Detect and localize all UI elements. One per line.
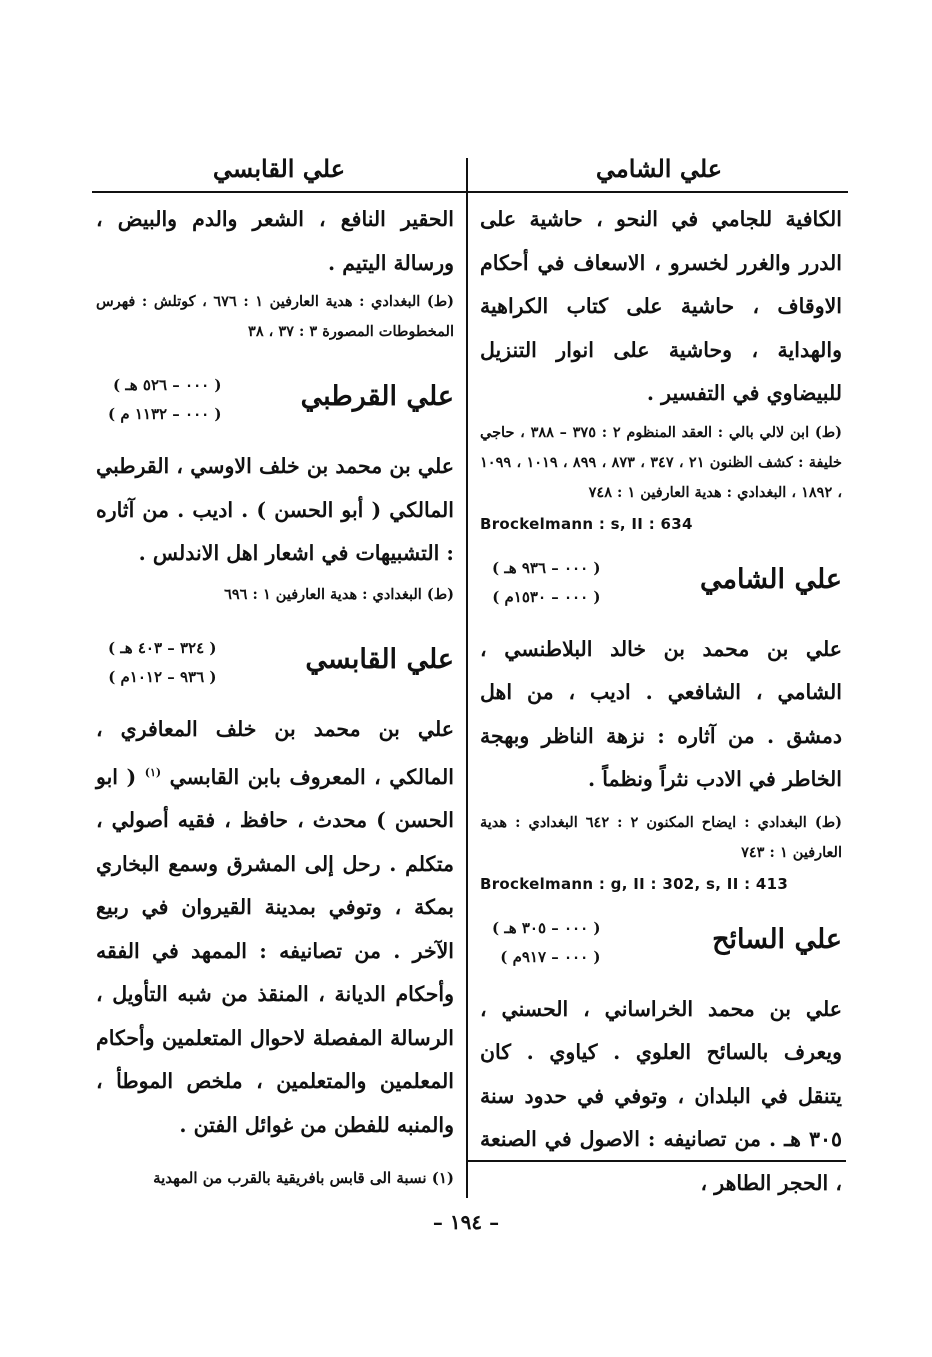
entry-name: علي الشامي [700,563,842,595]
entry-heading-al-saih [480,912,842,982]
entry-dates-hijri: ( ٣٢٤ – ٤٠٣ هـ ) [108,638,217,657]
entry-dates-hijri: ( ٠٠٠ – ٩٣٦ هـ ) [492,558,601,577]
right-paragraph-2: علي بن محمد بن خالد البلاطنسي ، الشامي ، الشافعي . اديب ، من اهل دمشق . من آثاره : نزهة الناظر وبهجة الخاطر في الادب نثراً ونظماً . [480,636,842,791]
right-latin-reference-1: Brockelmann : s, II : 634 [480,514,693,533]
entry-dates-hijri: ( ٠٠٠ – ٣٠٥ هـ ) [492,918,601,937]
entry-heading-al-qabisi [96,632,454,702]
entry-heading-al-qurtubi [96,369,454,439]
right-running-header: علي الشامي [595,154,723,183]
right-latin-reference-2: Brockelmann : g, II : 302, s, II : 413 [480,874,789,893]
entry-dates [492,914,600,972]
entry-heading-al-shami [480,552,842,622]
entry-name: علي القرطبي [300,381,454,412]
entry-dates-gregorian: ( ٩٣٦ – ١٠١٢م ) [108,667,217,686]
left-references-1: (ط) البغدادي : هدية العارفين ١ : ٦٧٦ ، كوتلش : فهرس المخطوطات المصورة ٣ : ٣٧ ، ٣٨ [96,293,454,340]
entry-dates-gregorian: ( ٠٠٠ – ١٥٣٠م ) [492,587,601,606]
footnote-rule [468,1160,846,1162]
right-column [480,198,842,1205]
page-number: – ١٩٤ – [432,1210,500,1234]
column-divider [466,158,468,1198]
entry-name: علي السائح [712,923,842,955]
left-column [96,198,454,1147]
left-paragraph-3-part-b: ( ابو الحسن ) محدث ، حافظ ، فقيه أصولي ، متكلم . رحل إلى المشرق وسمع البخاري بمكة ، وتوفي بمدينة القيروان في ربيع الآخر . من تصانيفه : الممهد في الفقه وأحكام الديانة ، المنقذ من شبه التأويل ، الرسالة المفصلة لاحوال المتعلمين وأحكام المعلمين والمتعلمين ، ملخص الموطأ ، والمنبه للفطن من غوائل الفتن . [96,764,454,1137]
right-paragraph-1: الكافية للجامي في النحو ، حاشية على الدرر والغرر لخسرو ، الاسعاف في أحكام الاوقاف ، حاشية على كتاب الكراهية والهداية ، وحاشية على انوار التنزيل للبيضاوي في التفسير . [480,207,842,405]
entry-dates [108,634,216,692]
left-paragraph-1: الحقير النافع ، الشعر والدم والبيض ، ورسالة اليتيم . [96,207,454,275]
left-references-2: (ط) البغدادي : هدية العارفين ١ : ٦٩٦ [224,585,454,603]
entry-dates-hijri: ( ٠٠٠ – ٥٢٦ هـ ) [113,376,222,394]
footnote-marker: (١) [144,766,162,779]
right-paragraph-3: علي بن محمد الخراساني ، الحسني ، ويعرف بالسائح العلوي . كياوي . كان يتنقل في البلدان ، وتوفي في حدود سنة ٣٠٥ هـ . من تصانيفه : الاصول في الصنعة ، الحجر الطاهر ، [480,996,842,1195]
entry-dates [108,371,222,429]
right-references-1: (ط) ابن لالي بالي : العقد المنظوم ٢ : ٣٧٥ – ٣٨٨ ، حاجي خليفة : كشف الظنون ٢١ ، ٣٤٧ ، ٨٧٣ ، ٨٩٩ ، ١٠١٩ ، ١٠٩٩ ، ١٨٩٢ ، البغدادي : هدية العارفين ١ : ٧٤٨ [480,423,843,501]
left-paragraph-3-part-a: علي بن محمد بن خلف المعافري ، المالكي ، المعروف بابن القابسي [96,716,454,789]
entry-dates-gregorian: ( ٠٠٠ – ١١٣٢ م ) [108,405,222,423]
entry-name: علي القابسي [305,643,454,675]
left-paragraph-2: علي بن محمد بن خلف الاوسي ، القرطبي المالكي ( أبو الحسن ) . اديب . من آثاره : التشبيهات في اشعار اهل الاندلس . [96,454,454,565]
left-running-header: علي القابسي [212,154,346,183]
right-references-2: (ط) البغدادي : ايضاح المكنون ٢ : ٦٤٢ البغدادي : هدية العارفين ١ : ٧٤٣ [480,813,842,861]
header-rule [92,191,848,193]
entry-dates-gregorian: ( ٠٠٠ – ٩١٧م ) [500,947,601,966]
entry-dates [492,554,600,612]
left-paragraph-3 [96,708,454,1148]
footnote: (١) نسبة الى قابس بافريقية بالقرب من المهدية [153,1169,454,1187]
